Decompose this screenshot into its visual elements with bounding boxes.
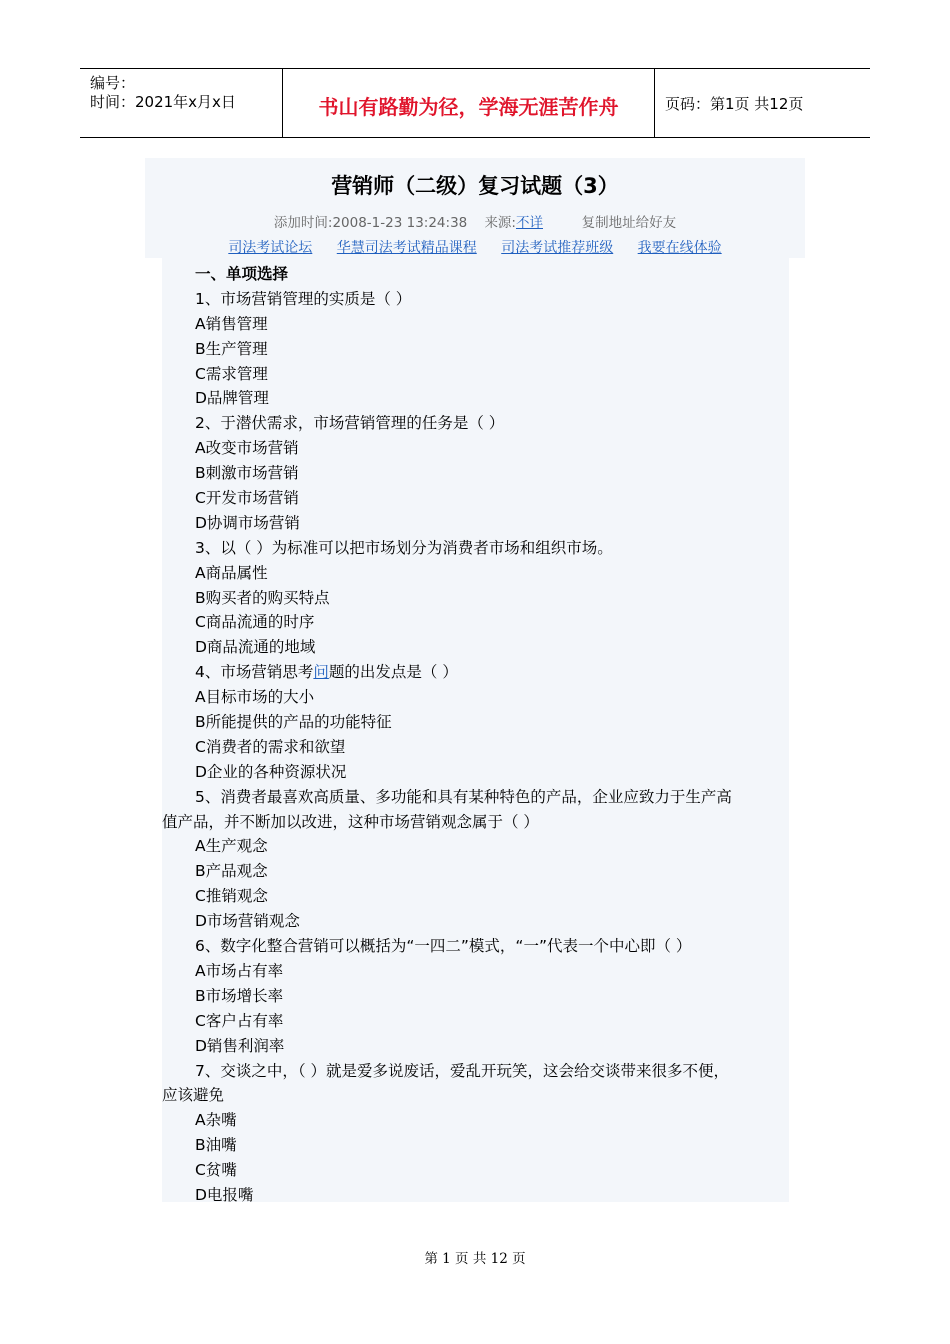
link-class[interactable]: 司法考试推荐班级 <box>501 240 614 256</box>
option: D销售利润率 <box>195 1036 285 1055</box>
option: D协调市场营销 <box>195 513 300 532</box>
header-cell-page <box>655 69 870 137</box>
question-2: 2、于潜伏需求，市场营销管理的任务是（ ） <box>195 414 505 433</box>
meta-source-label: 来源: <box>484 215 516 231</box>
option: A市场占有率 <box>195 961 284 980</box>
header-table <box>80 68 870 138</box>
question-4 <box>162 660 782 685</box>
option: B油嘴 <box>195 1136 237 1155</box>
option: B购买者的购买特点 <box>195 588 330 607</box>
article-meta <box>145 211 805 231</box>
option: B生产管理 <box>195 339 268 358</box>
question-5-line-1: 5、消费者最喜欢高质量、多功能和具有某种特色的产品，企业应致力于生产高 <box>195 787 732 806</box>
option: A杂嘴 <box>195 1111 237 1130</box>
option: C开发市场营销 <box>195 489 299 508</box>
motto: 书山有路勤为径，学海无涯苦作舟 <box>318 95 619 119</box>
copy-address-link[interactable]: 复制地址给好友 <box>581 215 677 231</box>
header-cell-info <box>80 69 283 137</box>
meta-added-time: 添加时间:2008-1-23 13:24:38 <box>273 215 468 231</box>
option: D市场营销观念 <box>195 912 300 931</box>
meta-source-link[interactable]: 不详 <box>516 215 543 231</box>
question-4-link[interactable]: 问 <box>313 663 329 682</box>
option: B产品观念 <box>195 862 268 881</box>
question-6: 6、数字化整合营销可以概括为“一四二”模式，“一”代表一个中心即（ ） <box>195 937 692 956</box>
option: D电报嘴 <box>195 1185 254 1204</box>
question-5-line-2: 值产品，并不断加以改进，这种市场营销观念属于（ ） <box>162 812 539 831</box>
time-label: 时间：2021年x月x日 <box>90 93 236 111</box>
link-forum[interactable]: 司法考试论坛 <box>228 240 313 256</box>
question-list <box>162 262 782 1208</box>
option: B刺激市场营销 <box>195 464 299 483</box>
option: B市场增长率 <box>195 986 284 1005</box>
option: C需求管理 <box>195 364 268 383</box>
option: B所能提供的产品的功能特征 <box>195 713 392 732</box>
question-7-line-2: 应该避免 <box>162 1086 225 1105</box>
related-links <box>145 237 805 257</box>
option: A改变市场营销 <box>195 439 299 458</box>
option: A商品属性 <box>195 563 268 582</box>
question-7-line-1: 7、交谈之中，（ ）就是爱多说废话，爱乱开玩笑，这会给交谈带来很多不便， <box>195 1061 730 1080</box>
link-online[interactable]: 我要在线体验 <box>637 240 722 256</box>
option: D企业的各种资源状况 <box>195 762 347 781</box>
option: C商品流通的时序 <box>195 613 315 632</box>
question-1: 1、市场营销管理的实质是（ ） <box>195 289 412 308</box>
page-footer: 第 1 页 共 12 页 <box>424 1251 526 1267</box>
number-label: 编号： <box>90 74 136 92</box>
option: A销售管理 <box>195 314 268 333</box>
option: A目标市场的大小 <box>195 688 315 707</box>
option: C推销观念 <box>195 887 268 906</box>
option: D商品流通的地域 <box>195 638 316 657</box>
question-4-pre: 4、市场营销思考 <box>195 663 314 682</box>
link-course[interactable]: 华慧司法考试精品课程 <box>336 240 477 256</box>
option: C贫嘴 <box>195 1161 237 1180</box>
page-title: 营销师（二级）复习试题（3） <box>331 174 619 198</box>
section-heading: 一、单项选择 <box>195 265 289 283</box>
option: D品牌管理 <box>195 389 269 408</box>
page-label: 页码：第1页 共12页 <box>665 95 804 113</box>
option: C消费者的需求和欲望 <box>195 737 346 756</box>
option: A生产观念 <box>195 837 268 856</box>
question-4-post: 题的出发点是（ ） <box>328 663 458 682</box>
option: C客户占有率 <box>195 1011 284 1030</box>
header-cell-motto <box>283 69 655 137</box>
question-3: 3、以（ ）为标准可以把市场划分为消费者市场和组织市场。 <box>195 538 613 557</box>
